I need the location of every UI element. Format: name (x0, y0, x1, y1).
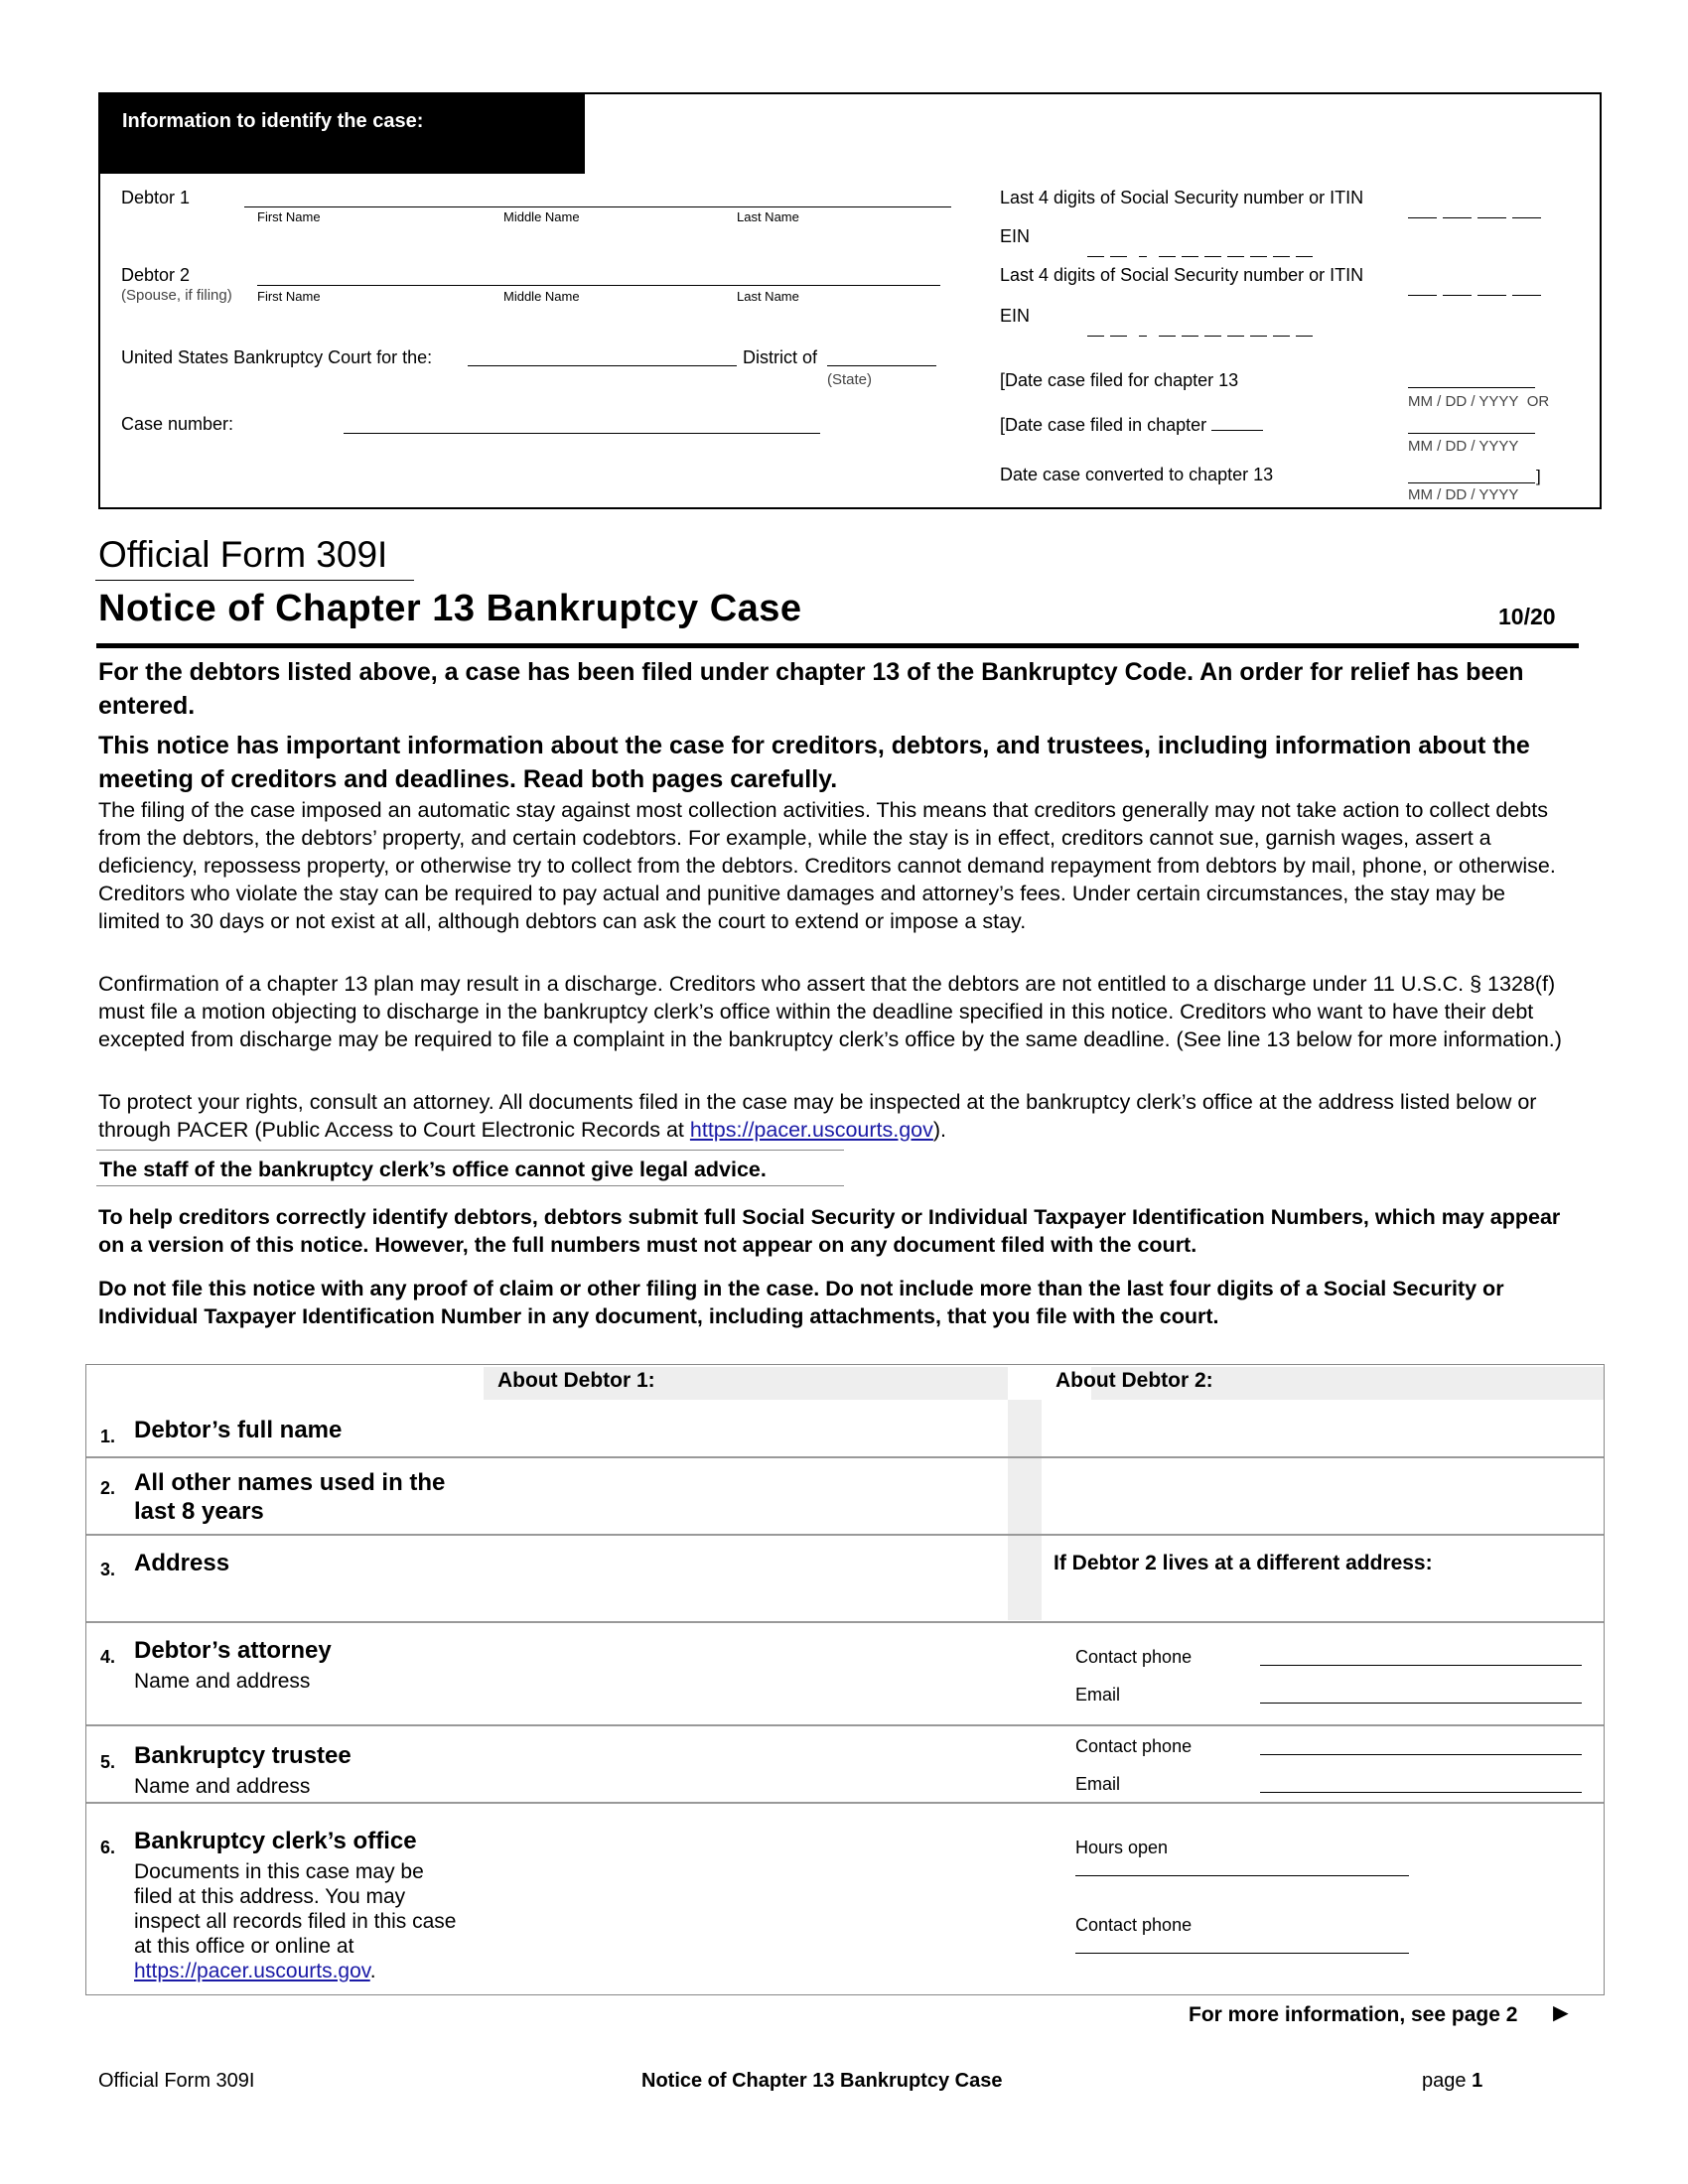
debtor-info-table (85, 1364, 1605, 1995)
trustee-email-field[interactable] (1260, 1792, 1582, 1793)
attorney-email-field[interactable] (1260, 1703, 1582, 1704)
row-divider (86, 1534, 1604, 1536)
spouse-note: (Spouse, if filing) (121, 287, 232, 304)
debtor2-label: Debtor 2 (121, 265, 191, 285)
title-rule (96, 643, 1579, 648)
row6-pacer-link[interactable]: https://pacer.uscourts.gov (134, 1960, 370, 1982)
court-label: United States Bankruptcy Court for the: (121, 347, 433, 367)
date-converted-field[interactable] (1408, 482, 1535, 483)
row6-number: 6. (100, 1838, 116, 1857)
court-field[interactable] (468, 365, 737, 366)
row4-sublabel: Name and address (134, 1670, 311, 1693)
footer-title: Notice of Chapter 13 Bankruptcy Case (641, 2070, 1003, 2092)
intro-lead-2: This notice has important information about the case for creditors, debtors, and trustees, including information about the meeting of creditors and deadlines. Read both pages carefully. (98, 732, 1530, 793)
debtor1-ein-label: EIN (1000, 226, 1031, 246)
row4-number: 4. (100, 1647, 116, 1667)
legal-advice-top-rule (96, 1150, 844, 1151)
debtor1-name-field[interactable] (244, 206, 951, 207)
debtor1-ssn-field[interactable] (1408, 205, 1541, 223)
date-filed-chapter13-label: [Date case filed for chapter 13 (1000, 370, 1239, 390)
do-not-file-note: Do not file this notice with any proof of claim or other filing in the case. Do not include more than the last four digits of a Social Security or Individual Taxpayer Identification Number in any document, including attachments, that you file with the court. (98, 1277, 1504, 1328)
debtor1-last-name-caption: Last Name (737, 209, 799, 224)
trustee-phone-label: Contact phone (1075, 1736, 1193, 1756)
column-gutter-bg (1008, 1400, 1042, 1620)
form-title: Notice of Chapter 13 Bankruptcy Case (98, 588, 802, 629)
debtor1-first-name-caption: First Name (257, 209, 321, 224)
state-caption: (State) (827, 371, 873, 388)
col1-header: About Debtor 1: (497, 1369, 655, 1392)
debtor1-ein-field[interactable] (1087, 244, 1313, 262)
date-format-caption-2: MM / DD / YYYY (1408, 438, 1519, 455)
district-field[interactable] (827, 365, 936, 366)
clerk-phone-field[interactable] (1075, 1953, 1409, 1954)
district-label: District of (743, 347, 818, 367)
date-filed-in-chapter-field[interactable] (1408, 433, 1535, 434)
row-divider (86, 1621, 1604, 1623)
row5-label: Bankruptcy trustee (134, 1742, 352, 1769)
debtor2-last-name-caption: Last Name (737, 289, 799, 304)
form-number: Official Form 309I (98, 534, 388, 575)
case-number-field[interactable] (344, 433, 820, 434)
date-filed-in-chapter-label: [Date case filed in chapter (1000, 415, 1263, 436)
rights-paragraph: To protect your rights, consult an attorney. All documents filed in the case may be inspected at the bankruptcy clerk’s office at the address listed below or through PACER (Public Access to Court Electronic Records at https://pacer.uscourts.gov). (98, 1090, 1537, 1142)
debtor2-ein-field[interactable] (1087, 324, 1313, 341)
debtor1-middle-name-caption: Middle Name (503, 209, 580, 224)
row5-number: 5. (100, 1752, 116, 1772)
trustee-phone-field[interactable] (1260, 1754, 1582, 1755)
debtor1-ssn-label: Last 4 digits of Social Security number or ITIN (1000, 188, 1364, 207)
ssn-note: To help creditors correctly identify debtors, debtors submit full Social Security or Individual Taxpayer Identification Numbers, which may appear on a version of this notice. However, the full numbers must not appear on any document filed with the court. (98, 1205, 1561, 1257)
row2-label: All other names used in the last 8 years (134, 1469, 446, 1525)
footer-form-number: Official Form 309I (98, 2070, 255, 2092)
clerk-hours-field[interactable] (1075, 1875, 1409, 1876)
row1-number: 1. (100, 1427, 116, 1446)
legal-advice-note: The staff of the bankruptcy clerk’s office cannot give legal advice. (99, 1158, 767, 1181)
pacer-link[interactable]: https://pacer.uscourts.gov (689, 1118, 933, 1142)
clerk-hours-label: Hours open (1075, 1838, 1169, 1857)
discharge-paragraph: Confirmation of a chapter 13 plan may result in a discharge. Creditors who assert that the debtors are not entitled to a discharge under 11 U.S.C. § 1328(f) must file a motion objecting to discharge in the bankruptcy clerk’s office within the deadline specified in this notice. Creditors who want to have their debt excepted from discharge may be required to file a complaint in the bankruptcy clerk’s office by the same deadline. (See line 13 below for more information.) (98, 972, 1562, 1051)
trustee-email-label: Email (1075, 1774, 1121, 1794)
row2-number: 2. (100, 1478, 116, 1498)
row6-sublabel: Documents in this case may be filed at this address. You may inspect all records filed in this case at this office or online at https://pacer.uscourts.gov. (134, 1860, 457, 1982)
attorney-email-label: Email (1075, 1685, 1121, 1705)
debtor2-middle-name-caption: Middle Name (503, 289, 580, 304)
close-bracket: ] (1536, 467, 1541, 485)
form-revision: 10/20 (1498, 604, 1556, 629)
row4-label: Debtor’s attorney (134, 1637, 332, 1664)
date-filed-chapter13-field[interactable] (1408, 387, 1535, 388)
more-info-note: For more information, see page 2 (1189, 2003, 1518, 2026)
legal-advice-bottom-rule (96, 1185, 844, 1186)
intro-lead-1: For the debtors listed above, a case has been filed under chapter 13 of the Bankruptcy Code. An order for relief has been entered. (98, 658, 1524, 720)
attorney-phone-field[interactable] (1260, 1665, 1582, 1666)
automatic-stay-paragraph: The filing of the case imposed an automatic stay against most collection activities. This means that creditors generally may not take action to collect debts from the debtors, the debtors’ property, and certain codebtors. For example, while the stay is in effect, creditors cannot sue, garnish wages, assert a deficiency, repossess property, or otherwise try to collect from the debtors. Creditors cannot demand repayment from debtors by mail, phone, or otherwise. Creditors who violate the stay can be required to pay actual and punitive damages and attorney’s fees. Under certain circumstances, the stay may be limited to 30 days or not exist at all, although debtors can ask the court to extend or impose a stay. (98, 798, 1556, 933)
debtor1-label: Debtor 1 (121, 188, 191, 207)
row3-debtor2-address-note: If Debtor 2 lives at a different address: (1054, 1552, 1433, 1574)
debtor2-ein-label: EIN (1000, 306, 1031, 326)
debtor2-ssn-field[interactable] (1408, 283, 1541, 301)
row1-label: Debtor’s full name (134, 1417, 343, 1443)
row-divider (86, 1456, 1604, 1458)
attorney-phone-label: Contact phone (1075, 1647, 1193, 1667)
col2-header: About Debtor 2: (1055, 1369, 1213, 1392)
debtor2-first-name-caption: First Name (257, 289, 321, 304)
date-converted-label: Date case converted to chapter 13 (1000, 465, 1274, 484)
page-number: 1 (1472, 2070, 1483, 2092)
row3-number: 3. (100, 1560, 116, 1579)
row6-label: Bankruptcy clerk’s office (134, 1828, 417, 1854)
row5-sublabel: Name and address (134, 1775, 311, 1798)
form-number-underline (95, 580, 414, 581)
right-arrow-icon: ► (1548, 1997, 1574, 2027)
debtor2-name-field[interactable] (257, 285, 940, 286)
footer-page: page 1 (1422, 2070, 1483, 2092)
clerk-phone-label: Contact phone (1075, 1915, 1193, 1935)
debtor2-ssn-label: Last 4 digits of Social Security number or ITIN (1000, 265, 1364, 285)
row3-label: Address (134, 1550, 230, 1576)
date-format-caption-1: MM / DD / YYYY OR (1408, 393, 1550, 410)
date-format-caption-3: MM / DD / YYYY (1408, 486, 1519, 501)
row-divider (86, 1724, 1604, 1726)
case-identification-title: Information to identify the case: (100, 94, 585, 174)
case-number-label: Case number: (121, 414, 234, 434)
row-divider (86, 1802, 1604, 1804)
